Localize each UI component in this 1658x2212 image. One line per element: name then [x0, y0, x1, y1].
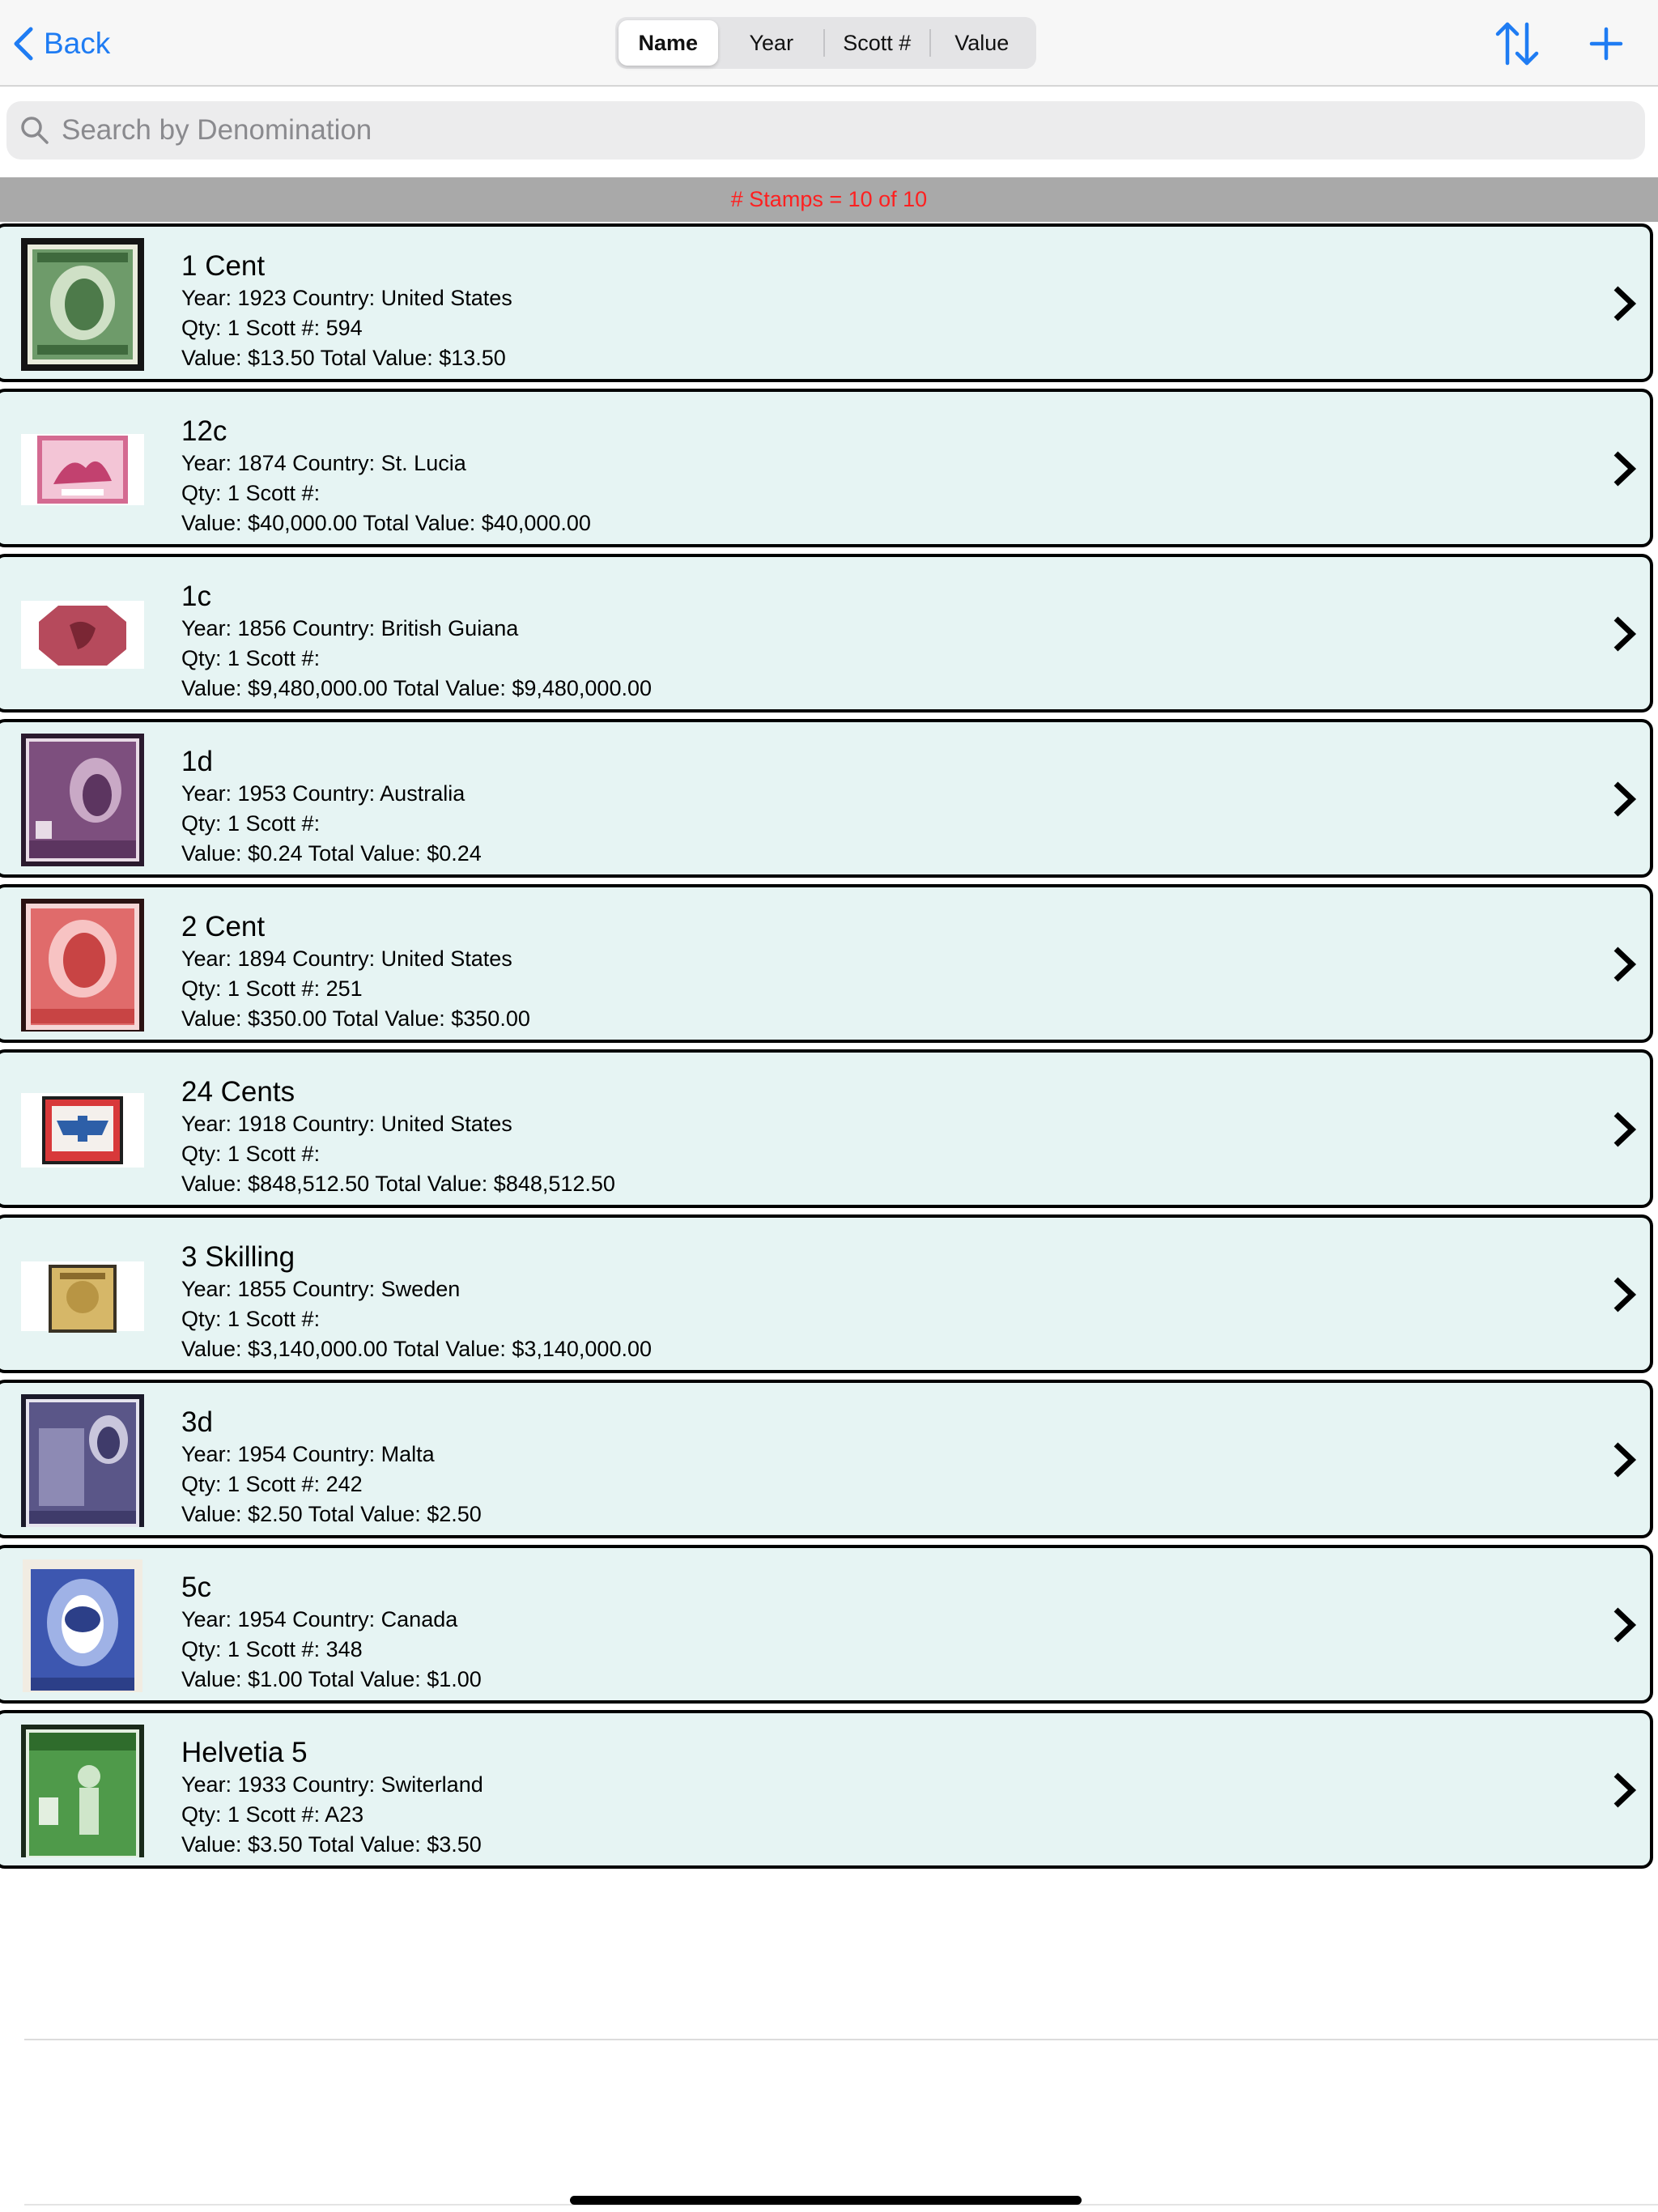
stamp-details — [181, 580, 652, 704]
stamp-qty-scott: Qty: 1 Scott #: 251 — [181, 976, 363, 1001]
chevron-right-icon — [1609, 1770, 1639, 1810]
stamp-thumbnail — [21, 403, 144, 536]
stamp-row[interactable] — [0, 389, 1653, 547]
stamp-thumbnail — [21, 1229, 144, 1362]
search-icon — [19, 115, 50, 146]
stamp-year-country: Year: 1855 Country: Sweden — [181, 1277, 461, 1301]
stamp-count-banner — [0, 177, 1658, 222]
chevron-right-icon — [1609, 1440, 1639, 1480]
stamp-denomination: 3d — [181, 1406, 213, 1438]
chevron-right-icon — [1609, 779, 1639, 819]
stamp-row[interactable] — [0, 223, 1653, 382]
stamp-year-country: Year: 1954 Country: Canada — [181, 1607, 458, 1631]
chevron-left-icon — [11, 26, 36, 62]
stamp-value: Value: $40,000.00 Total Value: $40,000.00 — [181, 511, 591, 535]
stamp-denomination: Helvetia 5 — [181, 1737, 308, 1768]
stamp-details — [181, 910, 530, 1034]
chevron-right-icon — [1609, 614, 1639, 654]
stamp-qty-scott: Qty: 1 Scott #: — [181, 481, 321, 505]
stamp-year-country: Year: 1894 Country: United States — [181, 946, 512, 971]
stamp-details — [181, 745, 482, 869]
home-indicator[interactable] — [570, 2196, 1082, 2205]
stamp-row[interactable] — [0, 884, 1653, 1043]
green-washington-stamp-icon — [21, 238, 144, 371]
stamp-value: Value: $13.50 Total Value: $13.50 — [181, 346, 506, 370]
segment-name[interactable]: Name — [619, 20, 718, 66]
stamp-value: Value: $0.24 Total Value: $0.24 — [181, 841, 482, 866]
stamp-year-country: Year: 1954 Country: Malta — [181, 1442, 435, 1466]
blue-canada-stamp-icon — [21, 1559, 144, 1692]
stamp-thumbnail — [21, 734, 144, 866]
stamp-details — [181, 1240, 652, 1364]
add-stamp-button[interactable] — [1580, 18, 1632, 70]
stamp-thumbnail — [21, 238, 144, 371]
stamp-row[interactable] — [0, 1545, 1653, 1704]
stamp-qty-scott: Qty: 1 Scott #: — [181, 1142, 321, 1166]
chevron-right-icon — [1609, 1274, 1639, 1315]
stamp-denomination: 5c — [181, 1572, 211, 1603]
stamp-thumbnail — [21, 1725, 144, 1857]
stamp-value: Value: $2.50 Total Value: $2.50 — [181, 1502, 482, 1526]
inverted-jenny-stamp-icon — [21, 1064, 144, 1197]
chevron-right-icon — [1609, 449, 1639, 489]
stamp-row[interactable] — [0, 1214, 1653, 1373]
back-button[interactable] — [11, 21, 110, 66]
stamp-details — [181, 1406, 482, 1529]
chevron-right-icon — [1609, 1109, 1639, 1150]
stamp-year-country: Year: 1918 Country: United States — [181, 1112, 512, 1136]
green-helvetia-stamp-icon — [21, 1725, 144, 1857]
search-bar — [6, 101, 1645, 160]
sort-arrows-icon — [1491, 18, 1543, 70]
stamp-qty-scott: Qty: 1 Scott #: — [181, 811, 321, 836]
stamp-qty-scott: Qty: 1 Scott #: A23 — [181, 1802, 364, 1827]
stamp-denomination: 1d — [181, 746, 213, 777]
red-washington-stamp-icon — [21, 899, 144, 1032]
stamp-row[interactable] — [0, 1710, 1653, 1869]
stamp-denomination: 1c — [181, 581, 211, 612]
navigation-bar — [0, 0, 1658, 87]
stamp-thumbnail — [21, 568, 144, 701]
sort-segmented-control — [615, 17, 1036, 69]
stamp-details — [181, 1075, 615, 1199]
stamp-qty-scott: Qty: 1 Scott #: — [181, 646, 321, 670]
stamp-details — [181, 1571, 482, 1695]
divider — [24, 2039, 1658, 2040]
stamp-denomination: 3 Skilling — [181, 1241, 295, 1273]
stamp-qty-scott: Qty: 1 Scott #: 348 — [181, 1637, 363, 1661]
stamp-count-label: # Stamps = 10 of 10 — [730, 187, 928, 211]
plus-icon — [1580, 18, 1632, 70]
back-label: Back — [44, 27, 111, 60]
stamp-denomination: 12c — [181, 415, 227, 447]
stamp-qty-scott: Qty: 1 Scott #: 594 — [181, 316, 363, 340]
segment-value[interactable]: Value — [954, 30, 1010, 55]
pink-st-lucia-stamp-icon — [21, 403, 144, 536]
stamp-year-country: Year: 1874 Country: St. Lucia — [181, 451, 466, 475]
stamp-year-country: Year: 1856 Country: British Guiana — [181, 616, 519, 640]
stamp-value: Value: $848,512.50 Total Value: $848,512.50 — [181, 1172, 615, 1196]
stamp-value: Value: $3,140,000.00 Total Value: $3,140,000.00 — [181, 1337, 652, 1361]
search-input[interactable] — [60, 113, 1601, 147]
chevron-right-icon — [1609, 283, 1639, 324]
stamp-details — [181, 415, 591, 538]
stamp-thumbnail — [21, 1064, 144, 1197]
stamp-row[interactable] — [0, 554, 1653, 713]
stamp-row[interactable] — [0, 1380, 1653, 1538]
stamp-year-country: Year: 1933 Country: Switerland — [181, 1772, 483, 1797]
stamp-denomination: 2 Cent — [181, 911, 266, 942]
stamp-year-country: Year: 1923 Country: United States — [181, 286, 512, 310]
stamp-denomination: 1 Cent — [181, 250, 266, 282]
stamp-value: Value: $1.00 Total Value: $1.00 — [181, 1667, 482, 1691]
yellow-sweden-stamp-icon — [21, 1229, 144, 1362]
segment-scott[interactable]: Scott # — [843, 30, 912, 55]
stamp-details — [181, 249, 512, 373]
magenta-octagon-stamp-icon — [21, 568, 144, 701]
sort-order-button[interactable] — [1491, 18, 1543, 70]
stamp-qty-scott: Qty: 1 Scott #: — [181, 1307, 321, 1331]
purple-australia-stamp-icon — [21, 734, 144, 866]
stamp-value: Value: $3.50 Total Value: $3.50 — [181, 1832, 482, 1857]
segment-year[interactable]: Year — [749, 30, 794, 55]
stamp-denomination: 24 Cents — [181, 1076, 295, 1108]
stamp-qty-scott: Qty: 1 Scott #: 242 — [181, 1472, 363, 1496]
stamp-thumbnail — [21, 1394, 144, 1527]
stamp-value: Value: $9,480,000.00 Total Value: $9,480,000.00 — [181, 676, 652, 700]
blue-malta-stamp-icon — [21, 1394, 144, 1527]
stamp-thumbnail — [21, 899, 144, 1032]
stamp-year-country: Year: 1953 Country: Australia — [181, 781, 466, 806]
chevron-right-icon — [1609, 1605, 1639, 1645]
stamp-value: Value: $350.00 Total Value: $350.00 — [181, 1006, 530, 1031]
stamp-row[interactable] — [0, 719, 1653, 878]
chevron-right-icon — [1609, 944, 1639, 985]
stamp-thumbnail — [21, 1559, 144, 1692]
stamp-details — [181, 1736, 483, 1860]
stamp-row[interactable] — [0, 1049, 1653, 1208]
